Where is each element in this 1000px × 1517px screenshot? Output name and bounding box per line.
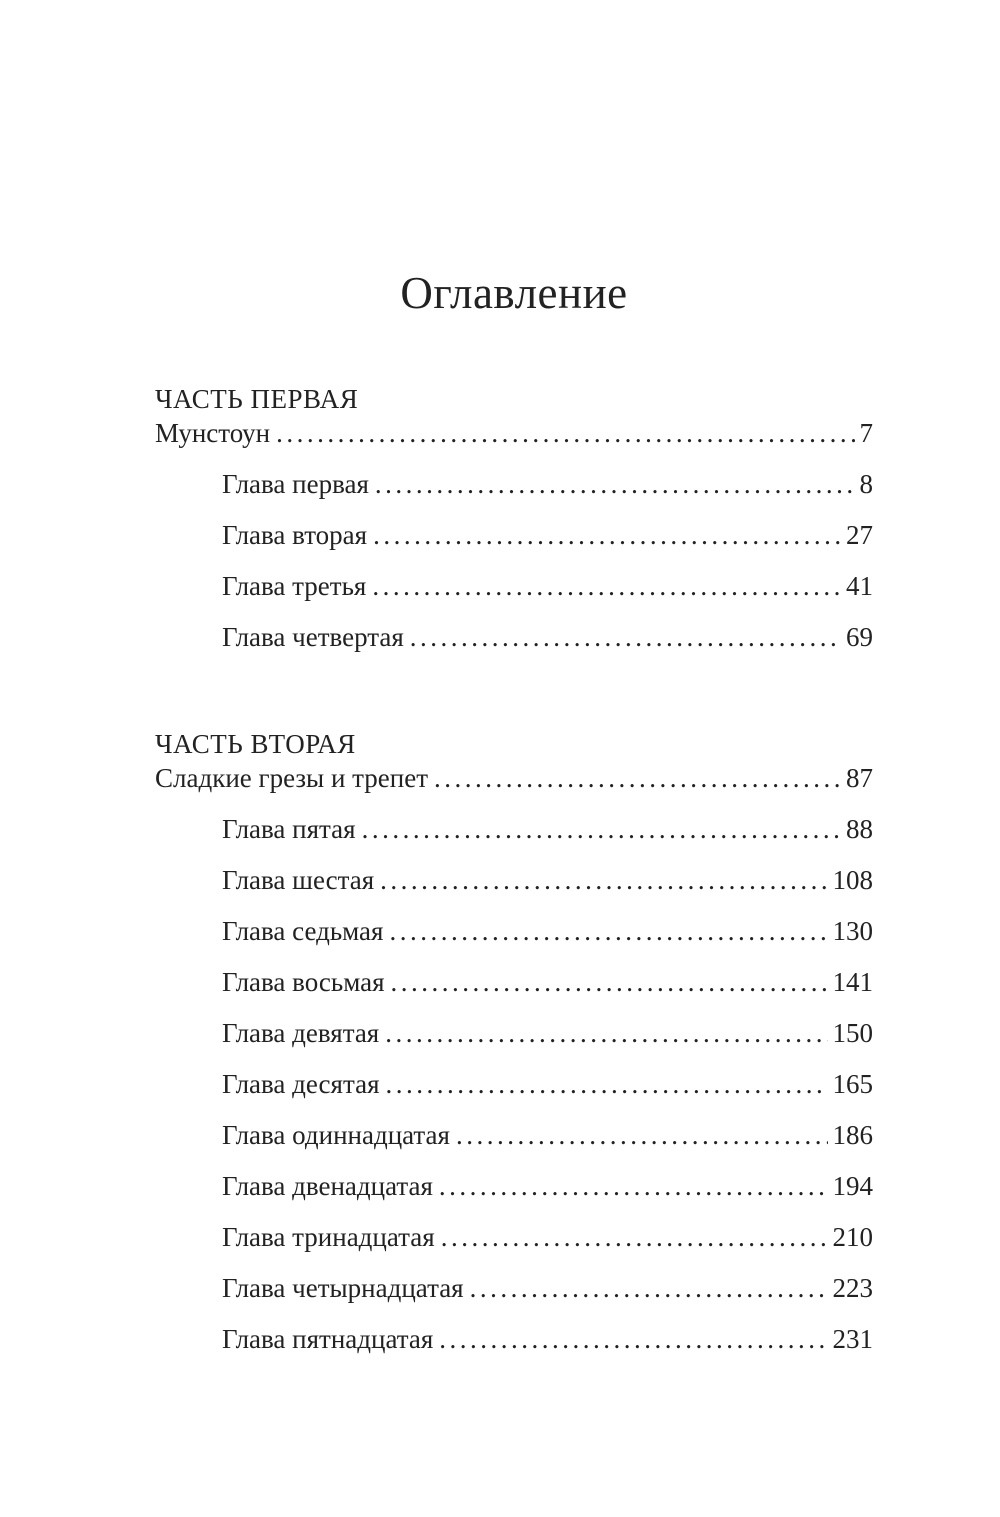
- toc-entry-label: Глава шестая: [222, 865, 375, 895]
- dot-leader: [410, 623, 841, 651]
- dot-leader: [362, 815, 841, 843]
- toc-content: [155, 0, 873, 1353]
- toc-entry-page: 27: [846, 520, 873, 550]
- toc-entry-page: 130: [832, 916, 873, 946]
- toc-entry-label: Глава четвертая: [222, 622, 404, 652]
- toc-entry-label: Глава девятая: [222, 1018, 380, 1048]
- dot-leader: [439, 1172, 828, 1200]
- part-heading: ЧАСТЬ ВТОРАЯ: [155, 729, 356, 759]
- toc-entry: [222, 1019, 873, 1047]
- page-title: Оглавление: [400, 268, 628, 318]
- part-subtitle-label: Мунстоун: [155, 418, 271, 448]
- part-subtitle-row: [155, 419, 873, 447]
- dot-leader: [434, 764, 841, 792]
- toc-entry-label: Глава пятая: [222, 814, 356, 844]
- part-subtitle-page: 7: [859, 418, 873, 448]
- toc-entry: [222, 1325, 873, 1353]
- dot-leader: [380, 866, 827, 894]
- dot-leader: [389, 917, 827, 945]
- toc-entry-page: 231: [832, 1324, 873, 1354]
- toc-entry: [222, 1274, 873, 1302]
- dot-leader: [276, 419, 854, 447]
- dot-leader: [470, 1274, 828, 1302]
- toc-entry-label: Глава седьмая: [222, 916, 384, 946]
- toc-entry-page: 141: [832, 967, 873, 997]
- toc-entry-label: Глава первая: [222, 469, 369, 499]
- toc-entry-page: 88: [846, 814, 873, 844]
- toc-entry: [222, 1223, 873, 1251]
- toc-entry-label: Глава четырнадцатая: [222, 1273, 464, 1303]
- toc-entry: [222, 1172, 873, 1200]
- chapter-list: [222, 815, 873, 1353]
- dot-leader: [456, 1121, 828, 1149]
- part-subtitle-row: [155, 764, 873, 792]
- toc-entry-label: Глава тринадцатая: [222, 1222, 435, 1252]
- dot-leader: [439, 1325, 827, 1353]
- toc-part-1: [155, 382, 873, 651]
- toc-entry-page: 186: [832, 1120, 873, 1150]
- toc-entry-label: Глава одиннадцатая: [222, 1120, 450, 1150]
- toc-entry-label: Глава восьмая: [222, 967, 385, 997]
- chapter-list: [222, 470, 873, 651]
- toc-entry-page: 210: [832, 1222, 873, 1252]
- toc-entry-page: 8: [859, 469, 873, 499]
- toc-entry-page: 41: [846, 571, 873, 601]
- toc-entry: [222, 623, 873, 651]
- toc-part-2: [155, 727, 873, 1353]
- dot-leader: [441, 1223, 828, 1251]
- dot-leader: [375, 470, 855, 498]
- toc-entry: [222, 866, 873, 894]
- toc-entry-page: 165: [832, 1069, 873, 1099]
- toc-entry: [222, 917, 873, 945]
- dot-leader: [372, 572, 841, 600]
- toc-entry-label: Глава десятая: [222, 1069, 380, 1099]
- dot-leader: [391, 968, 828, 996]
- toc-entry: [222, 521, 873, 549]
- toc-entry: [222, 470, 873, 498]
- toc-entry-page: 108: [832, 865, 873, 895]
- toc-entry-page: 194: [832, 1171, 873, 1201]
- part-subtitle-page: 87: [846, 763, 873, 793]
- toc-entry: [222, 1070, 873, 1098]
- toc-entry: [222, 1121, 873, 1149]
- toc-entry: [222, 968, 873, 996]
- toc-entry: [222, 815, 873, 843]
- toc-entry: [222, 572, 873, 600]
- dot-leader: [386, 1070, 828, 1098]
- toc-entry-label: Глава пятнадцатая: [222, 1324, 434, 1354]
- toc-entry-label: Глава третья: [222, 571, 367, 601]
- toc-entry-page: 150: [832, 1018, 873, 1048]
- toc-entry-page: 69: [846, 622, 873, 652]
- part-heading: ЧАСТЬ ПЕРВАЯ: [155, 384, 359, 414]
- toc-entry-label: Глава вторая: [222, 520, 368, 550]
- dot-leader: [385, 1019, 827, 1047]
- dot-leader: [373, 521, 841, 549]
- toc-entry-page: 223: [832, 1273, 873, 1303]
- part-subtitle-label: Сладкие грезы и трепет: [155, 763, 428, 793]
- toc-entry-label: Глава двенадцатая: [222, 1171, 433, 1201]
